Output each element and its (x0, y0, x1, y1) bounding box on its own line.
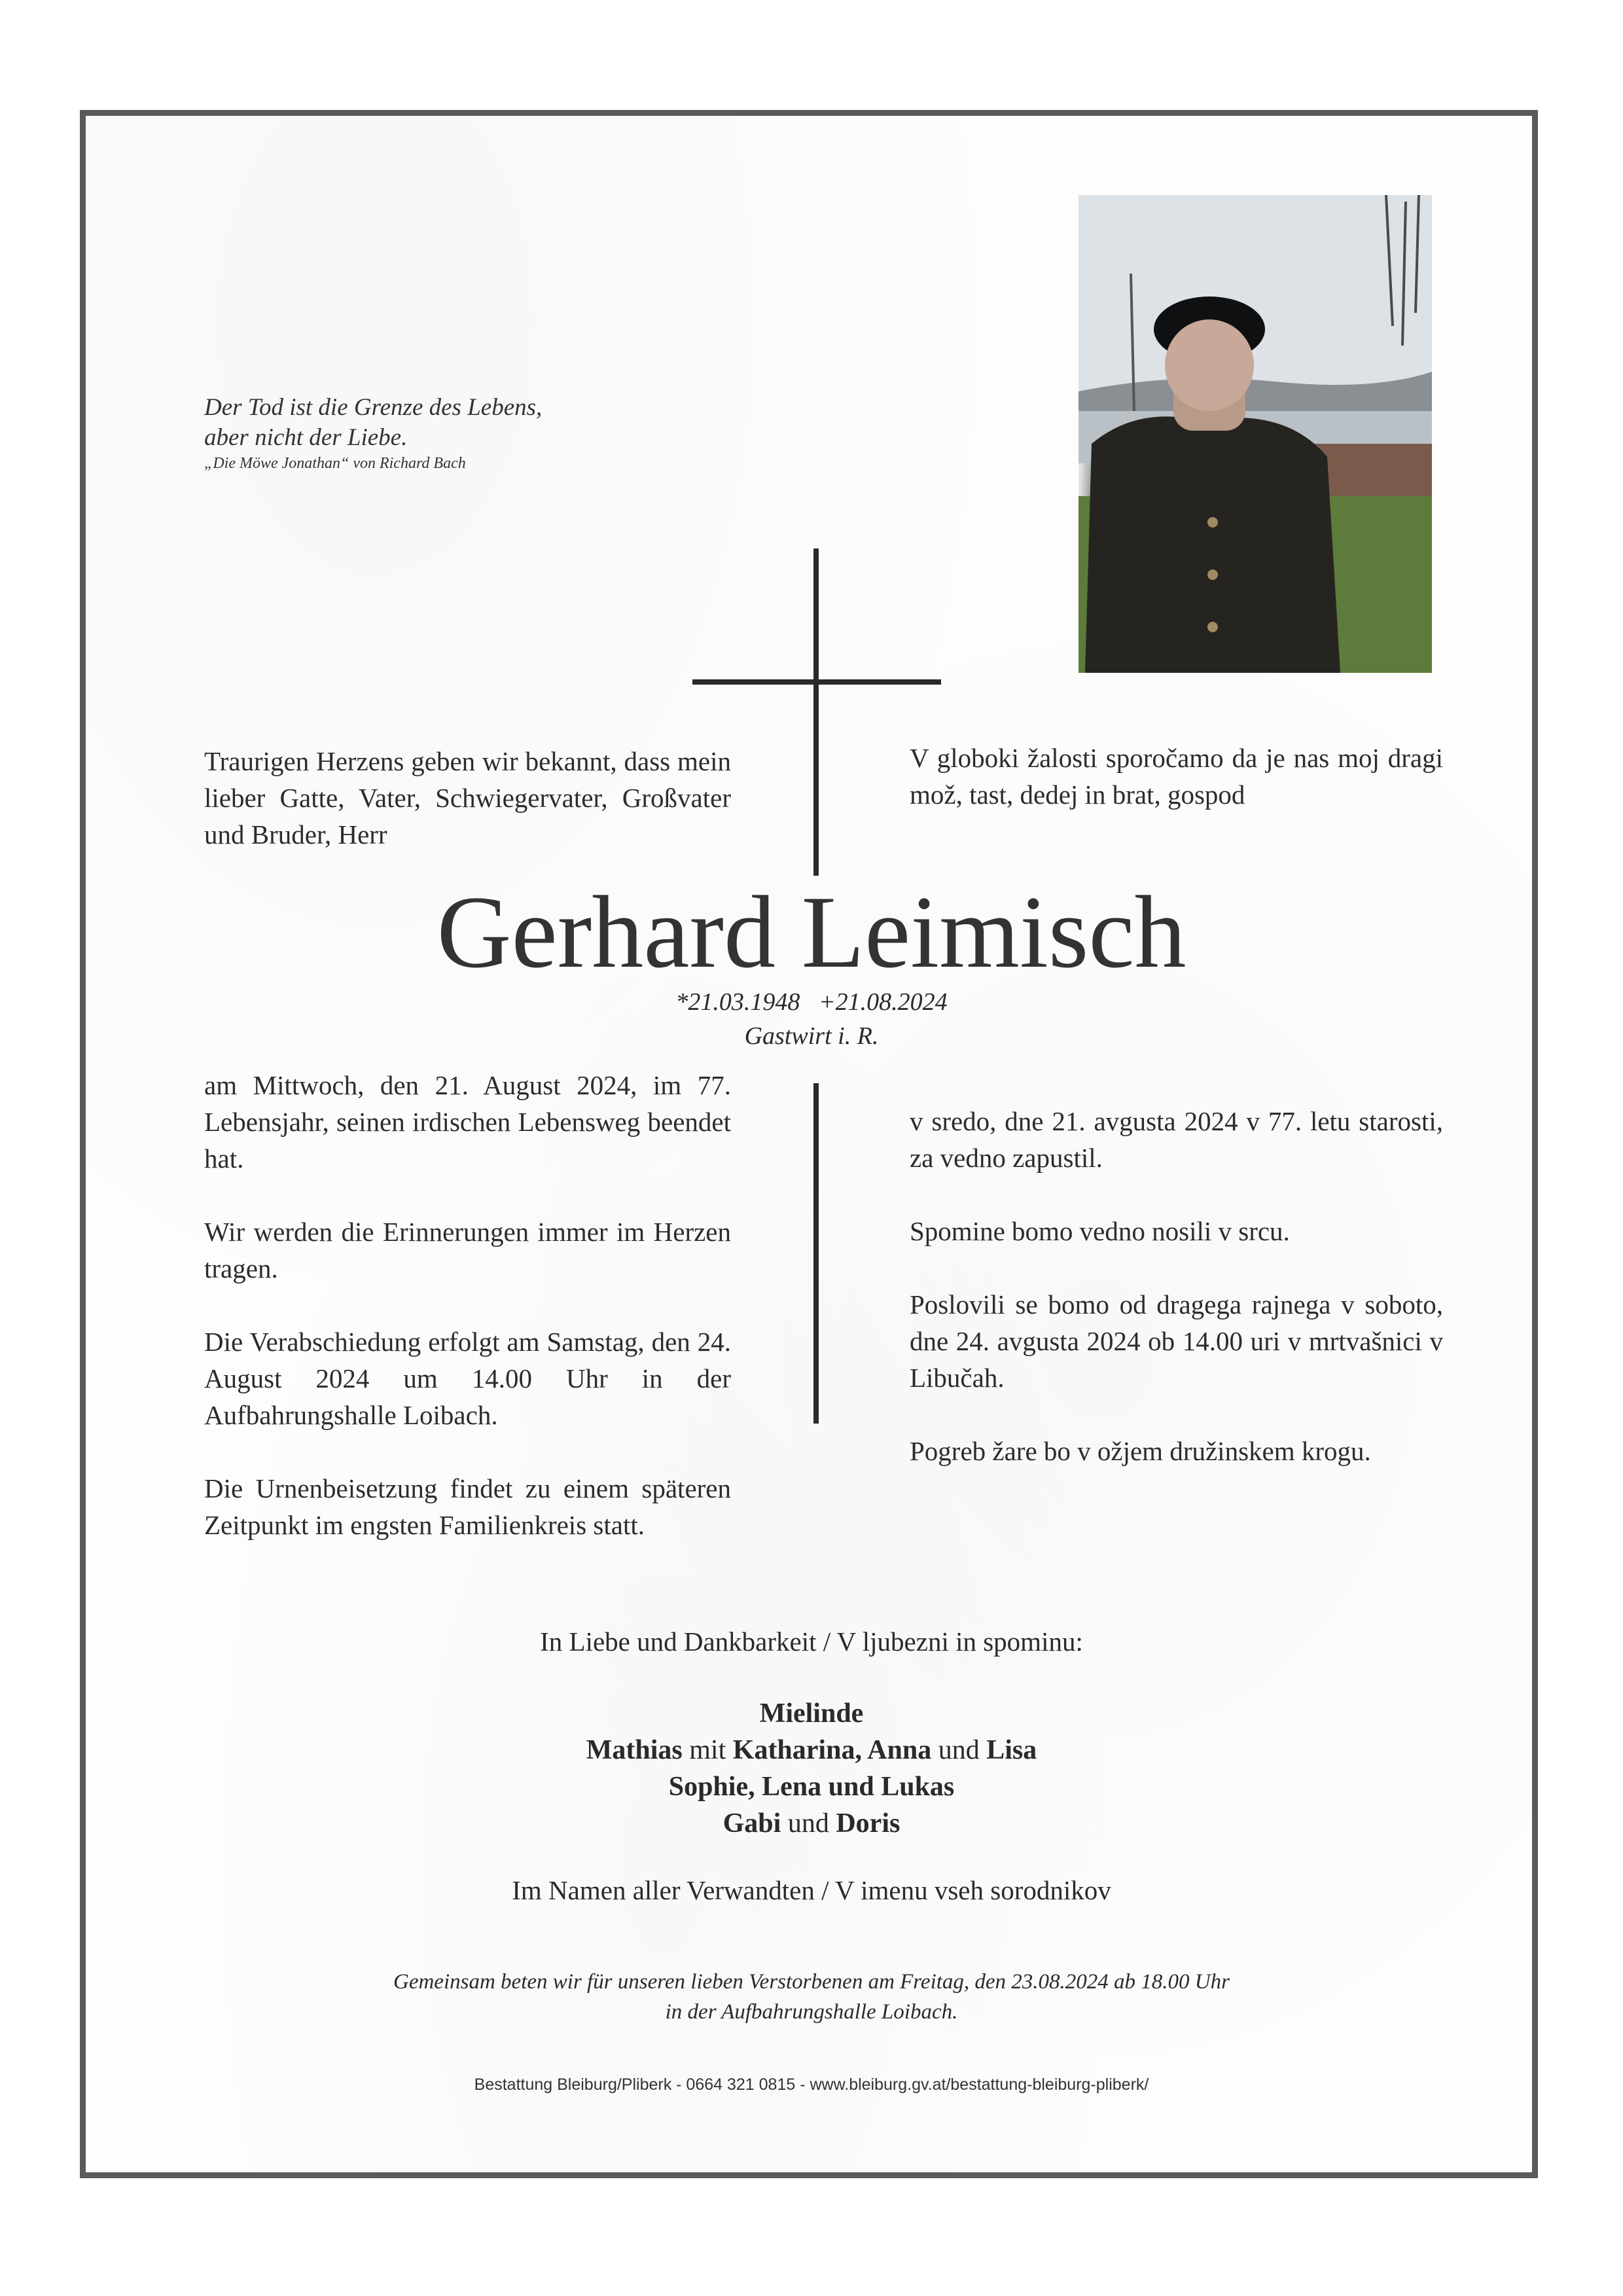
family-list (204, 1695, 1419, 1842)
occupation: Gastwirt i. R. (744, 1022, 879, 1050)
funeral-home-footer: Bestattung Bleiburg/Pliberk - 0664 321 0815 - www.bleiburg.gv.at/bestattung-bleiburg-pliberk/ (474, 2075, 1149, 2094)
column-divider (813, 1083, 819, 1424)
german-paragraph-4: Die Urnenbeisetzung findet zu einem späteren Zeitpunkt im engsten Familienkreis statt. (204, 1473, 731, 1540)
thanks-line: In Liebe und Dankbarkeit / V ljubezni in spominu: (540, 1626, 1083, 1657)
family-line-2: Mathias mit Katharina, Anna und Lisa (586, 1735, 1037, 1765)
family-line-4: Gabi und Doris (722, 1808, 901, 1839)
family-line-1: Mielinde (759, 1698, 864, 1729)
slovenian-body (910, 1103, 1443, 1506)
life-dates: *21.03.1948 +21.08.2024 (675, 988, 948, 1016)
german-body (204, 1067, 731, 1580)
slovenian-intro: V globoki žalosti sporočamo da je nas moj dragi mož, tast, dedej in brat, gospod (910, 743, 1443, 810)
portrait-photo (1079, 195, 1432, 673)
portrait-illustration (1079, 195, 1432, 673)
slovenian-paragraph-4: Pogreb žare bo v ožjem družinskem krogu. (910, 1436, 1371, 1466)
slovenian-paragraph-1: v sredo, dne 21. avgusta 2024 v 77. letu starosti, za vedno zapustil. (910, 1106, 1443, 1173)
prayer-line-2: in der Aufbahrungshalle Loibach. (665, 2000, 958, 2024)
life-dates-block (524, 985, 1099, 1053)
epigraph-quote (204, 393, 623, 474)
slovenian-paragraph-3: Poslovili se bomo od dragega rajnega v soboto, dne 24. avgusta 2024 ob 14.00 uri v mrtvašnici v Libučah. (910, 1289, 1443, 1393)
family-line-3: Sophie, Lena und Lukas (668, 1772, 955, 1802)
quote-line-2: aber nicht der Liebe. (204, 424, 408, 451)
german-intro: Traurigen Herzens geben wir bekannt, dass mein lieber Gatte, Vater, Schwiegervater, Großvater und Bruder, Herr (204, 746, 731, 850)
german-paragraph-2: Wir werden die Erinnerungen immer im Herzen tragen. (204, 1217, 731, 1283)
cross-vertical-bar (813, 548, 819, 876)
prayer-notice (204, 1967, 1419, 2027)
relatives-line: Im Namen aller Verwandten / V imenu vseh sorodnikov (512, 1875, 1111, 1905)
quote-line-1: Der Tod ist die Grenze des Lebens, (204, 394, 543, 421)
deceased-name: Gerhard Leimisch (437, 875, 1186, 990)
german-paragraph-3: Die Verabschiedung erfolgt am Samstag, den 24. August 2024 um 14.00 Uhr in der Aufbahrungshalle Loibach. (204, 1327, 731, 1430)
german-paragraph-1: am Mittwoch, den 21. August 2024, im 77. Lebensjahr, seinen irdischen Lebensweg beendet hat. (204, 1070, 731, 1174)
quote-source: „Die Möwe Jonathan“ von Richard Bach (204, 455, 466, 472)
cross-horizontal-bar (692, 679, 941, 685)
prayer-line-1: Gemeinsam beten wir für unseren lieben Verstorbenen am Freitag, den 23.08.2024 ab 18.00 Uhr (393, 1970, 1230, 1994)
slovenian-paragraph-2: Spomine bomo vedno nosili v srcu. (910, 1216, 1290, 1246)
